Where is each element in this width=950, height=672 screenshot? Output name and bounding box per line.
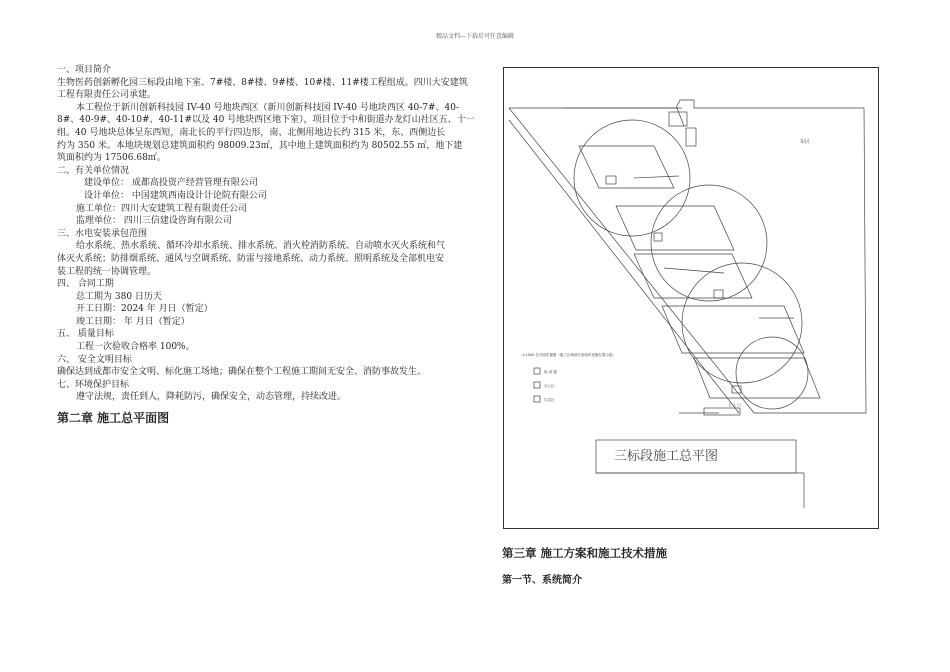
text-line: 设计单位： 中国建筑西南设计计论院有限公司 xyxy=(84,190,267,201)
project-sections xyxy=(57,64,497,404)
text-line: 三、水电安装承包范围 xyxy=(57,228,148,239)
building-8 xyxy=(616,206,734,250)
text-line: 组。40 号地块总体呈东西短，南北长的平行四边形，南、北侧用地边长约 315 米，东、西侧边长 xyxy=(57,127,446,138)
legend-caption: 1:1000 总平面布置图（施工区域划分及临时设施位置示意） xyxy=(522,353,616,357)
building-7 xyxy=(579,146,674,188)
legend-item-3: 生活区 xyxy=(544,398,555,402)
text-line: 竣工日期： 年 月日（暂定） xyxy=(76,316,190,327)
text-line: 装工程的统一协调管理。 xyxy=(57,266,157,277)
text-line: 一、项目简介 xyxy=(57,65,112,75)
project-text-column xyxy=(57,64,497,425)
text-line: 开工日期：2024 年 月日（暂定） xyxy=(76,304,213,315)
legend-item-1: 临 设 施 xyxy=(544,370,557,374)
site-boundary-top xyxy=(509,100,866,413)
text-line: 四、 合同工期 xyxy=(57,279,114,290)
east-area-label: 东区 xyxy=(800,139,811,145)
text-line: 施工单位：四川大安建筑工程有限责任公司 xyxy=(76,203,248,214)
text-line: 给水系统、热水系统、循环冷却水系统、排水系统、消火栓消防系统、自动喷水灭火系统和气 xyxy=(76,241,446,252)
page-header: 精品文档---下载后可任意编辑 xyxy=(435,33,515,40)
building-10 xyxy=(662,306,804,353)
text-line: 确保达到成都市安全文明、标化施工场地；确保在整个工程施工期间无安全、消防事故发生。 xyxy=(57,367,427,378)
building-11 xyxy=(694,358,820,398)
section-1-heading: 第一节、系统简介 xyxy=(502,575,582,586)
crane-radius-1 xyxy=(574,120,690,236)
road-label: 主 入 口 xyxy=(728,403,741,407)
text-line: 遵守法规，责任到人，降耗防污，确保安全，动态管理，持续改进。 xyxy=(76,392,347,403)
text-line: 监理单位： 四川三信建设咨询有限公司 xyxy=(76,216,232,227)
site-boundary-diagonal xyxy=(509,108,772,413)
text-line: 体灭火系统；防排烟系统、通风与空调系统、防雷与接地系统、动力系统、照明系统及全部机电安 xyxy=(57,253,445,264)
text-line: 七、环境保护目标 xyxy=(57,379,130,390)
plan-title: 三标段施工总平图 xyxy=(614,449,719,464)
text-line: 建设单位： 成都高投资产经营管理有限公司 xyxy=(84,178,258,189)
text-line: 本工程位于新川创新科技园 IV-40 号地块西区（新川创新科技园 IV-40 号地块西区 40-7#、40- xyxy=(76,102,460,113)
text-line: 筑面积约为 17506.68㎡。 xyxy=(57,153,166,164)
text-line: 总工期为 380 日历天 xyxy=(76,291,162,302)
legend-item-2: 办公区 xyxy=(544,384,555,388)
text-line: 二、有关单位情况 xyxy=(57,165,130,176)
gate-house xyxy=(669,112,687,126)
text-line: 五、 质量目标 xyxy=(57,329,114,340)
text-line: 工程有限责任公司承建。 xyxy=(57,90,157,101)
crane-radius-2 xyxy=(651,185,767,301)
text-line: 8#、40-9#、40-10#、40-11#以及 40 号地块西区地下室），项目位于中和街道办龙灯山社区五、十一 xyxy=(57,115,475,126)
text-line: 工程一次验收合格率 100%。 xyxy=(76,342,195,353)
chapter-3-heading: 第三章 施工方案和施工技术措施 xyxy=(502,546,668,560)
text-line: 六、 安全文明目标 xyxy=(57,354,132,365)
site-plan-drawing xyxy=(503,67,879,529)
crane-radius-3 xyxy=(682,263,802,383)
building-9 xyxy=(634,254,752,298)
text-line: 约为 350 米。本地块规划总建筑面积约 98009.23㎡，其中地上建筑面积约为 80502.55 ㎡，地下建 xyxy=(57,140,463,151)
site-plan-svg xyxy=(504,68,880,530)
text-line: 生物医药创新孵化园三标段由地下室、7#楼、8#楼、9#楼、10#楼、11#楼工程组成。四川大安建筑 xyxy=(57,77,468,88)
chapter-2-heading: 第二章 施工总平面图 xyxy=(57,411,170,426)
